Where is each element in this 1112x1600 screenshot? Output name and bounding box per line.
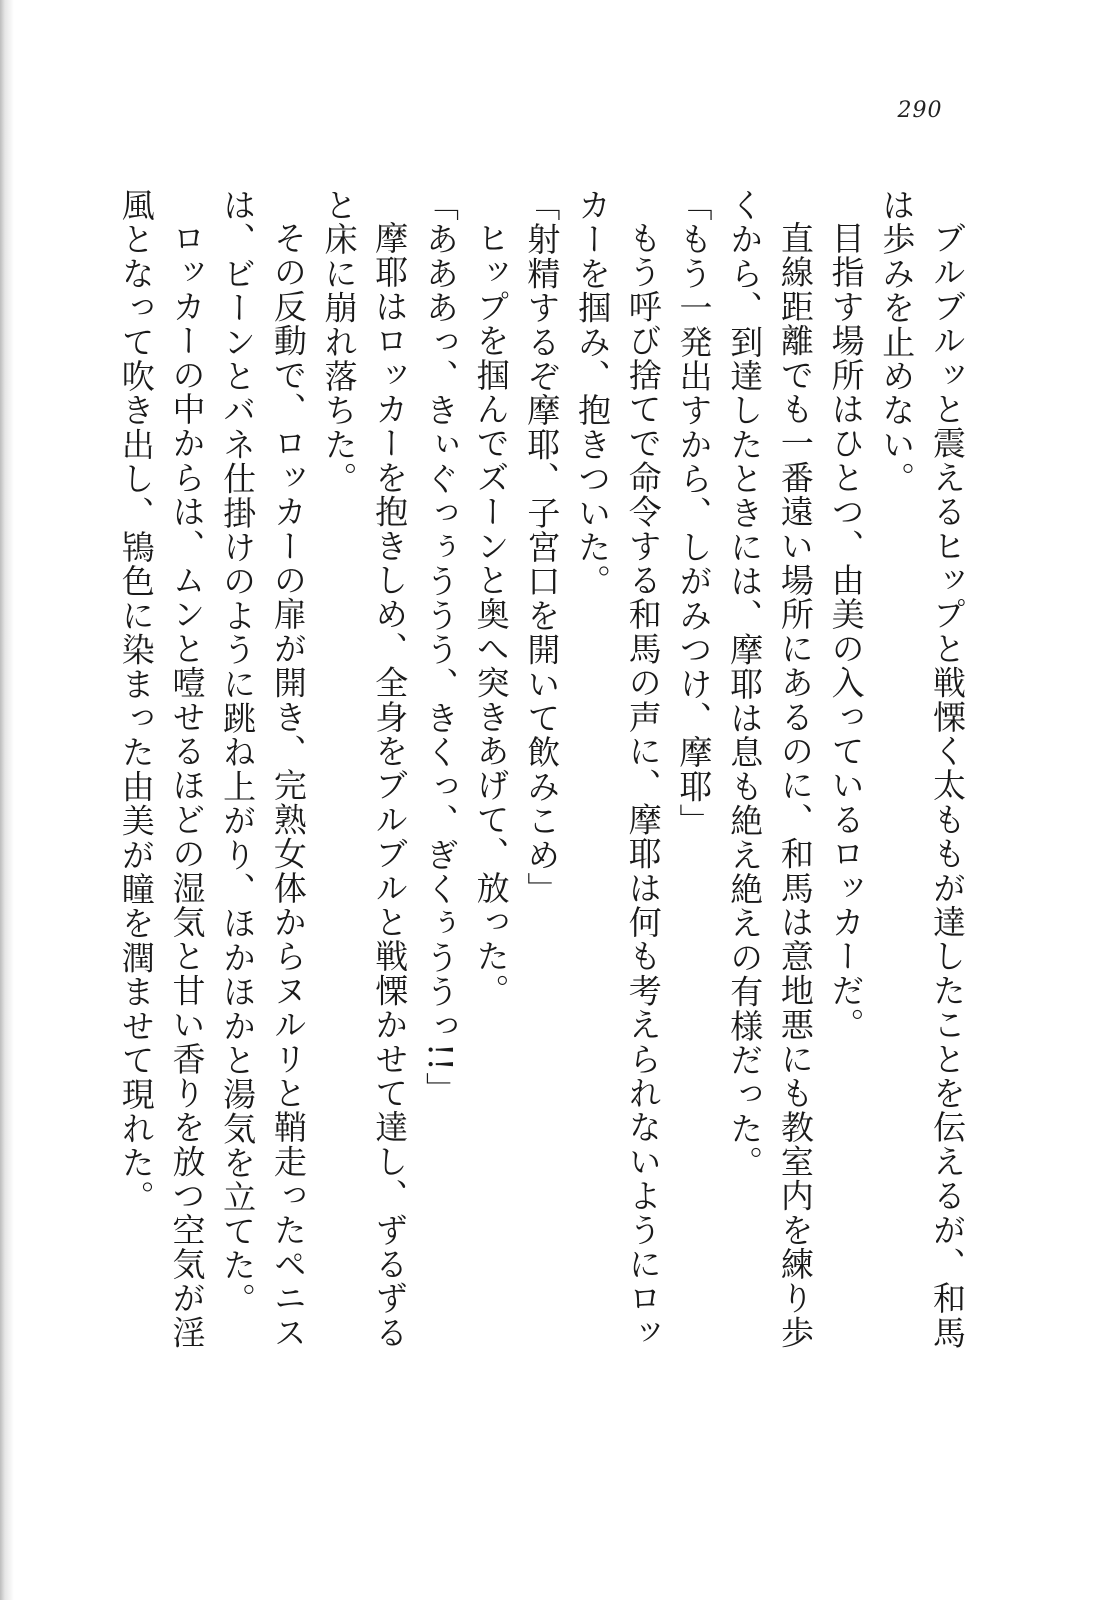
paragraph: 摩耶はロッカーを抱きしめ、全身をブルブルと戦慄かせて達し、ずるずると床に崩れ落ちた。 [319, 188, 410, 1350]
page-number: 290 [897, 98, 943, 123]
paragraph: その反動で、ロッカーの扉が開き、完熟女体からヌルリと鞘走ったペニスは、ビーンとバネ仕掛けのように跳ね上がり、ほかほかと湯気を立てた。 [218, 188, 308, 1350]
page-edge-shadow [0, 0, 14, 1600]
paragraph: ヒップを掴んでズーンと奥へ突きあげて、放った。 [471, 221, 511, 1008]
paragraph: 直線距離でも一番遠い場所にあるのに、和馬は意地悪にも教室内を練り歩くから、到達したときには、摩耶は息も絶え絶えの有様だった。 [725, 188, 815, 1350]
paragraph: もう呼び捨てで命令する和馬の声に、摩耶は何も考えられないようにロッカーを掴み、抱きついた。 [573, 188, 663, 1350]
dialogue-paragraph: 「あああっ、きぃぐっぅううう、きくっ、ぎくぅううっ!!」 [420, 188, 460, 1107]
vertical-body-text [116, 188, 972, 1368]
paragraph: ブルブルッと震えるヒップと戦慄く太ももが達したことを伝えるが、和馬は歩みを止めない。 [877, 188, 967, 1350]
paragraph: 目指す場所はひとつ、由美の入っているロッカーだ。 [826, 221, 866, 1042]
dialogue-paragraph: 「射精するぞ摩耶、子宮口を開いて飲みこめ」 [522, 188, 562, 907]
paragraph: ロッカーの中からは、ムンと噎せるほどの湿気と甘い香りを放つ空気が淫風となって吹き出し、鴇色に染まった由美が瞳を潤ませて現れた。 [116, 188, 207, 1350]
dialogue-paragraph: 「もう一発出すから、しがみつけ、摩耶」 [674, 188, 714, 838]
